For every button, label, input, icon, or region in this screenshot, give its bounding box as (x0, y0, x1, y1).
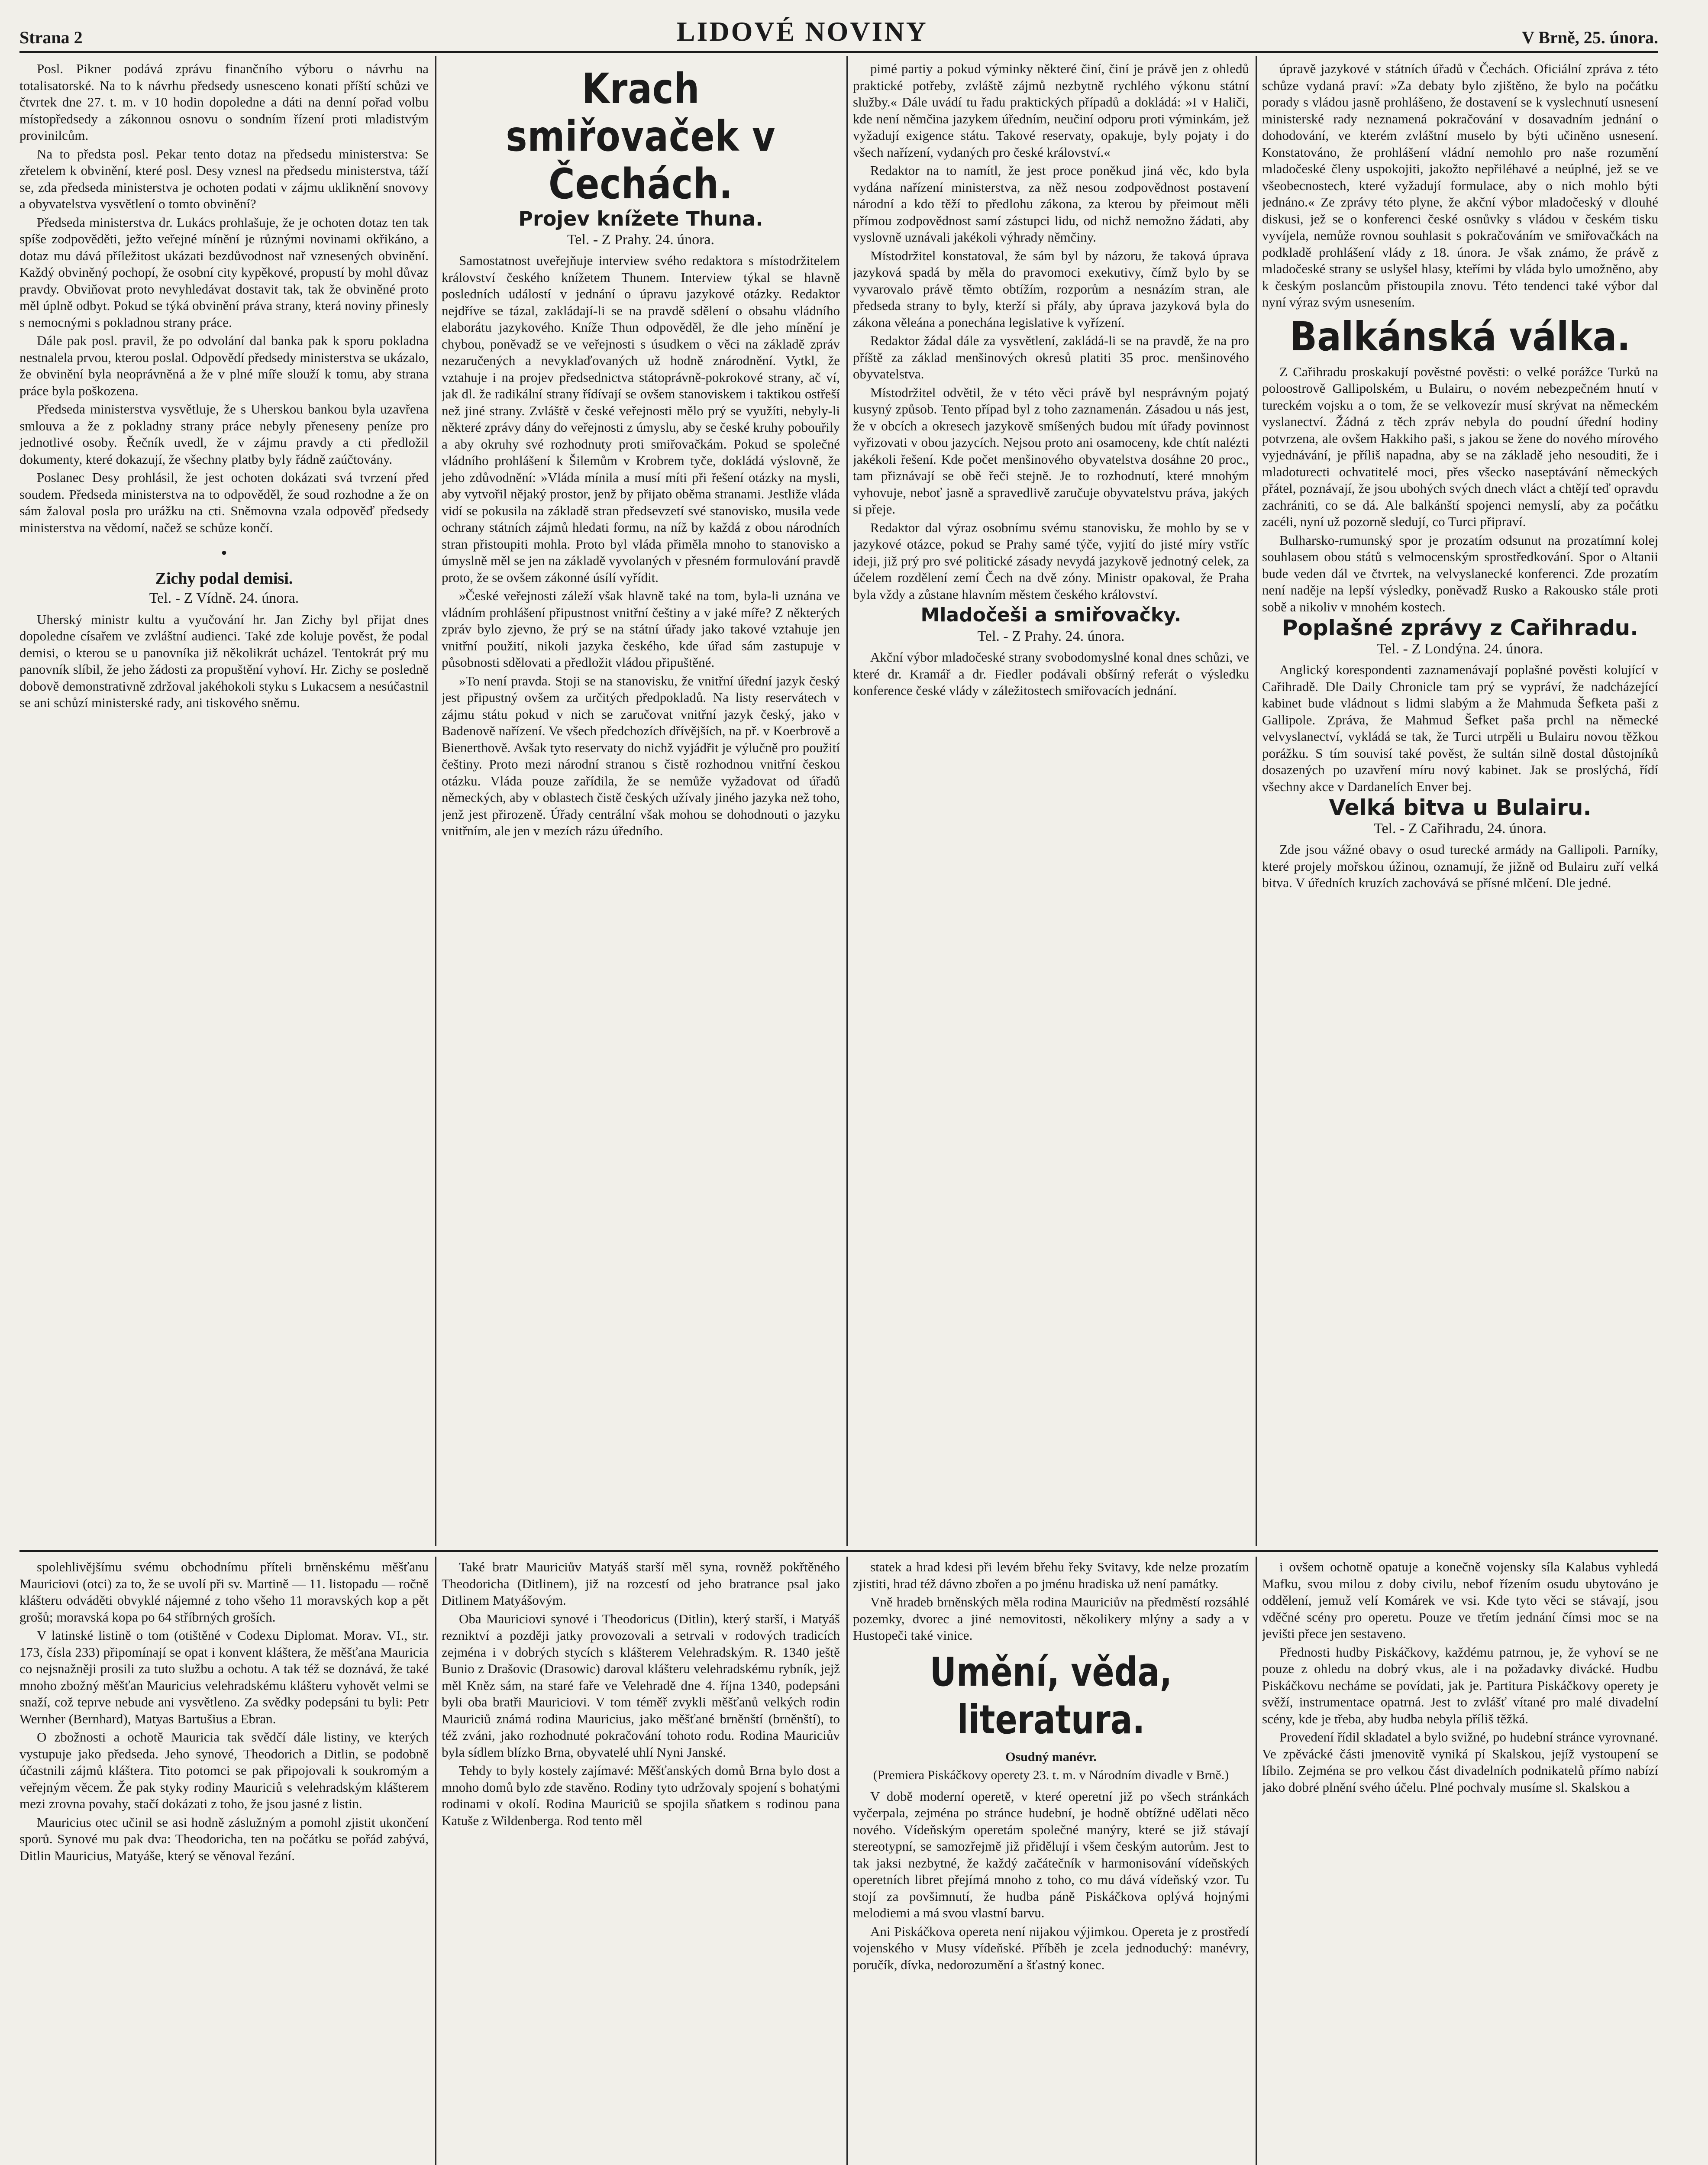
dateline: Tel. - Z Cařihradu, 24. února. (1374, 820, 1547, 837)
article-heading-zichy: Zichy podal demisi. (155, 569, 293, 588)
dateline: Tel. - Z Londýna. 24. února. (1377, 640, 1543, 657)
paragraph: Anglický korespondenti zaznamenávají poplašné pověsti kolující v Cařihradě. Dle Daily Chronicle tam prý se vypráví, že nadcházející kabinet bude vládnout s lidmi slabým a že Mahmuda Šefketa paši z Gallipole. Zpráva, že Mahmud Šefket paša prchl na německé velvyslanectví, vykládá se tak, že Turci utrpěli u Bulairu novou těžkou porážku. S tím souvisí také pověst, že sultán silně dostal důstojníků dosazených po uzavření míru nový kabinet. Jak se proslýchá, řídí všechny akce v Dardanelích Enver bej. (1262, 662, 1658, 794)
paragraph: Provedení řídil skladatel a bylo svižné, po hudební stránce vyrovnané. Ve zpěvácké části jmenovitě vyniká pí Skalskou, jejíž vystoupení se líbilo. Zejména se pro velkou část divadelních podnikatelů přímo nabízí jako dobré plnění svého účelu. Plné pochvaly musíme sl. Skalskou a (1262, 1729, 1658, 1795)
paragraph: Místodržitel konstatoval, že sám byl by názoru, že taková úprava jazyková spadá by měla do pravomoci exekutivy, čímž bylo by se vyvarovalo právě těmto obtížím, rozporům a nesnázím stran, ale předseda strany to byly, kterží si přály, aby úprava jazyková byla do zákona věleána a ponechána legislative k vyřízení. (853, 248, 1249, 330)
column-3 (853, 61, 1249, 1541)
bottom-column-4 (1262, 1559, 1658, 2165)
paragraph: pimé partiy a pokud výminky některé činí, činí je právě jen z ohledů praktické potřeby, zvláště zájmů nezbytně rychlého výkonu státní služby.« Dále uvádí tu řadu praktických případů a dokládá: »I v Haliči, kde není němčina jazykem úředním, neučiní odporu proti výminkám, jež vyžadují exigence státu. Takové reservaty, opakuje, byly pojaty i do všech nařízení, vydaných pro české království.« (853, 61, 1249, 160)
subheadline: Projev knížete Thuna. (518, 207, 763, 230)
dateline: Tel. - Z Prahy. 24. února. (567, 231, 715, 248)
header-rule (19, 51, 1658, 53)
column-4 (1262, 61, 1658, 1541)
paragraph: Tehdy to byly kostely zajímavé: Měšťanských domů Brna bylo dost a mnoho domů bylo zde stavěno. Rodiny tyto udržovaly spojení s bohatými rodinami v okolí. Rodina Mauriciů se spojila sňatkem s rodinou pana Katuše z Wildenberga. Rod tento měl (442, 1763, 840, 1828)
paragraph: Zde jsou vážné obavy o osud turecké armády na Gallipoli. Parníky, které projely mořskou úžinou, oznamují, že jižně od Bulairu zuří velká bitva. V úředních kruzích zachovává se přísné mlčení. Dle jedné. (1262, 842, 1658, 890)
bottom-column-3 (853, 1559, 1249, 2165)
paragraph: Místodržitel odvětil, že v této věci právě byl nesprávným pojatý kusyný způsob. Tento případ byl z toho zaznamenán. Zásadou u nás jest, že v obcích a okresech jazykově smíšených budou mít úřady povinnost vyřizovati v obou jazycích. Nejsou proto ani osamoceny, kde chtít nalézti jakékoli řešení. Kde počet menšinového obyvatelstva dosáhne 20 proc., tam přiznávají se obě řeči stejně. Je to rozhodnutí, které mnohým vyhovuje, neboť jasně a spravedlivě zaručuje obyvatelstvu práva, jakých si přeje. (853, 385, 1249, 517)
column-2 (442, 61, 840, 1541)
column-divider (846, 1557, 848, 2165)
dateline: Tel. - Z Vídně. 24. února. (149, 590, 299, 606)
paragraph: Uherský ministr kultu a vyučování hr. Jan Zichy byl přijat dnes dopoledne císařem ve zvláštní audienci. Také zde koluje pověst, že podal demisi, o kterou se u panovníka již několikrát ucházel. Tentokrát prý mu panovník slíbil, že jeho žádosti za propuštění vyhoví. Hr. Zichy se posledně dobově demonstrativně zdržoval jakéhokoli styku s Lukacsem a nesúčastnil se ani schůzí ministerské rady, ani tiskového sněmu. (19, 611, 429, 710)
headline-balkan: Balkánská válka. (1290, 313, 1631, 360)
article-heading-bitva: Velká bitva u Bulairu. (1329, 795, 1592, 820)
paragraph: Přednosti hudby Piskáčkovy, každému patrnou, je, že vyhoví se ne pouze z ohledu na dobrý vkus, ale i na požadavky divácké. Hudbu Piskáčkovu necháme se povídati, jak je. Partitura Piskáčkovy operety je svěží, instrumentace opatrná. Jest to zvlášť vítané pro malé divadelní scény, kde je třeba, aby hudba nebyla příliš těžká. (1262, 1644, 1658, 1726)
column-1 (19, 61, 429, 1541)
paragraph: Redaktor dal výraz osobnímu svému stanovisku, že mohlo by se v jazykové otázce, pokud se Prahy samé týče, vyjití do jisté míry vstříc ideji, již prý pro své politické zásady nevydá jazykově jednotný celek, za účelem rozdělení zemí Čech na dvě zóny. Ministr opakoval, že Praha byla vždy a zůstane hlavním městem českého království. (853, 520, 1249, 602)
column-divider (846, 56, 848, 1546)
paragraph: »České veřejnosti záleží však hlavně také na tom, byla-li uznána ve vládním prohlášení připustnost vnitřní češtiny a v jaké míře? Z některých zpráv bylo zjevno, že prý se na státní úřady jako takové vztahuje jen vnitřní použití, nikoli jazyka českého, kde úřad sám zastupuje v působnosti sdělovati a předložit vládou připuštěné. (442, 588, 840, 670)
paragraph: úpravě jazykové v státních úřadů v Čechách. Oficiální zpráva z této schůze vydaná praví: »Za debaty bylo zjištěno, že bylo na počátku porady s vládou jasně prohlášeno, že dostavení se k vyslechnutí usnesení ministerské rady neznamená pokračování v dosavadním jednání o dohodování, ve kterém zvláštní muselo by býti učiněno usnesení. Konstatováno, že prohlášení vládní nemohlo pro naše rozumění mladočeské členy uspokojiti, jakožto nepřiléhavé a neúplné, jež se ve všeobecnostech, které vyžadují formulace, aby o nich mohlo býti jednáno.« Ze zprávy této plyne, že akční výbor mladočeský v dlouhé diskusi, jež se o konferenci české osnůvky s vládou v českém tisku vyvíjela, nemůže rovnou souhlasit s pokračováním ve smiřovačkách na podkladě prohlášení vlády z 18. února. Je však známo, že právě z mladočeské strany se uslyšel hlasy, kteřími by vláda bylo umožněno, aby k českým poslancům přistoupila znovu. Této tendenci také výbor dal nyní výraz svým usnesením. (1262, 61, 1658, 310)
paragraph: Bulharsko-rumunský spor je prozatím odsunut na prozatímní kolej souhlasem obou států s velmocenským sprostředkování. Spor o Altanii bude veden dál ve čtvrtek, na velvyslanecké konferenci. Zde prozatím není naděje na lepší výsledky, poněvadž Rusko a Rakousko stále proti sobě a nikoliv v mnohém kostech. (1262, 532, 1658, 614)
paragraph: »To není pravda. Stoji se na stanovisku, že vnitřní úřední jazyk český jest připustný ovšem za určitých předpokladů. Na listy reservátech v zájmu státu pokud v nich se zaručovat vnitřní jazyk český, jako v Badenově nařízení. Ve všech předchozích dřívějších, na př. v Koerbrově a Bienerthově. Avšak tyto reservaty do nichž vyjádřit je výlučně pro použití češtiny. Proto mezi národní stranou s čistě rozhodnou vnitřní českou otázku. Vláda pouze zařídila, že se nemůže vyžadovat od úřadů německých, aby v oblastech čistě českých užívaly jiného jazyka než toho, jenž jest přirozeně. Úřady centrální však mohou se dohodnouti o jazyku vnitřním, ale jen v mezích rázu úředního. (442, 673, 840, 838)
paragraph: V době moderní operetě, v které operetní již po všech stránkách vyčerpala, zejména po stránce hudební, je hodně obtížné udělati něco nového. Vídeňským operetám společné manýry, které se již stávají stereotypní, se samozřejmě již přidělují i všem českým autorům. Jest to tak jaksi nezbytné, že každý začátečník v harmonisování vídeňských operetních libret přejímá mnoho z toho, co mu dává vídeňský vzor. Tu stojí za povšimnutí, že hudba páně Piskáčkova oplývá hojnými melodiemi a má svou vlastní barvu. (853, 1788, 1249, 1920)
paragraph: statek a hrad kdesi při levém břehu řeky Svitavy, kde nelze prozatím zjistiti, hrad též dávno zbořen a po jménu hradiska už není památky. (853, 1559, 1249, 1591)
column-divider (435, 56, 436, 1546)
paragraph: Posl. Pikner podává zprávu finančního výboru o návrhu na totalisatorské. Na to k návrhu předsedy usnesceno konati příští schůzi ve čtvrtek dne 27. t. m. v 10 hodin dopoledne a dáti na denní pořad volbu místopředsedy a zákonnou osnovu o sondním řízení proti mladistvým provinilcům. (19, 61, 429, 143)
paragraph: Vně hradeb brněnských měla rodina Mauriciův na předměstí rozsáhlé pozemky, dvorec a jiné nemovitosti, několikery mlýny a sady a v Hustopeči také vinice. (853, 1594, 1249, 1643)
paragraph: i ovšem ochotně opatuje a konečně vojensky síla Kalabus vyhledá Mafku, svou milou z doby civilu, nebof řízením osudu ubytováno je oddělení, jemuž velí Komárek ve vsi. Kde tyto věci se stávají, jsou vděčné scény pro operetu. Pouze ve třetím jednání čímsi moc se na jevišti přece jen sestaveno. (1262, 1559, 1658, 1641)
paragraph: Redaktor na to namítl, že jest proce poněkud jiná věc, kdo byla vydána nařízení ministerstva, za něž nesou zodpovědnost postavení národní a kdo těží to předlohu zákona, za kterou by přeimout měli přímou zodpovědnost samí zástupci lidu, od nichž nemožno žádati, aby vyslovně uznávali jakékoli výhrady němčiny. (853, 163, 1249, 245)
paragraph: Také bratr Mauriciův Matyáš starší měl syna, rovněž pokřtěného Theodoricha (Ditlinem), již na rozcestí od jeho bratrance psal jako Ditlinem Matyášovým. (442, 1559, 840, 1608)
article-heading-poplasne: Poplašné zprávy z Cařihradu. (1282, 615, 1639, 640)
paragraph: Mauricius otec učinil se asi hodně záslužným a pomohl zjistit ukončení sporů. Synové mu pak dva: Theodoricha, ten na počátku se pořád zabývá, Ditlin Mauricius, Matyáše, který se věnoval řezání. (19, 1814, 429, 1863)
paragraph: Poslanec Desy prohlásil, že jest ochoten dokázati svá tvrzení před soudem. Předseda ministerstva na to odpověděl, že soud rozhodne a že on sám žaloval posla pro urážku na cti. Sněmovna vzala odpověď předsedy ministerstva na vědomí, načež se schůze končí. (19, 470, 429, 535)
paragraph: spolehlivějšímu svému obchodnímu příteli brněnskému měšťanu Mauriciovi (otci) za to, že se uvolí při sv. Martině — 11. listopadu — ročně klášteru odváděti obvyklé nájemné z toho všeho 11 moravských kop a pět grošů; moravská kopa po 64 stříbrných groších. (19, 1559, 429, 1625)
column-divider (1256, 1557, 1257, 2165)
paragraph: O zbožnosti a ochotě Mauricia tak svědčí dále listiny, ve kterých vystupuje jako předseda. Jeho synové, Theodorich a Ditlin, se podobně účastnili zájmů kláštera. Tito potomci se pak připojovali k soukromým a veřejným věcem. Že pak styky rodiny Mauriciů s velehradským klášterem mezi zrovna povahy, stačí dokázati z toho, že jsou jasné z listin. (19, 1729, 429, 1811)
section-separator: • (221, 543, 227, 562)
paragraph: Dále pak posl. pravil, že po odvolání dal banka pak k sporu pokladna nestnalela prvou, kterou poslal. Odpovědí předsedy ministerstva se ukázalo, že obvinění byla neoprávněná a že v plné míře slouží k tomu, aby strana práce byla poškozena. (19, 333, 429, 398)
bottom-column-2 (442, 1559, 840, 2165)
bottom-column-1 (19, 1559, 429, 2165)
review-title: Osudný manévr. (1005, 1749, 1097, 1764)
paragraph: Ani Piskáčkova opereta není nijakou výjimkou. Opereta je z prostředí vojenského v Musy vídeňské. Příběh je zcela jednoduchý: manévry, poručík, dívka, nedorozumění a šťastný konec. (853, 1923, 1249, 1972)
paragraph: V latinské listině o tom (otištěné v Codexu Diplomat. Morav. VI., str. 173, čísla 233) připomínají se opat i konvent kláštera, že měšťana Mauricia co nejsnažněji prosili za tuto službu a ochotu. A tak též se doznává, že také mnoho zbožný měšťan Mauricius velehradskému klášteru vyhovět velmi se snaží, což teprve nebude ani vysvětleno. Za svědky podepsáni tu byli: Petr Wernher (Bernhard), Matyas Bartušius a Ebran. (19, 1628, 429, 1726)
section-rule (19, 1550, 1658, 1552)
issue-date: V Brně, 25. února. (1522, 28, 1658, 47)
paragraph: Redaktor žádal dále za vysvětlení, zakládá-li se na pravdě, že na pro příště za základ menšinových okresů platiti 35 proc. menšinového obyvatelstva. (853, 333, 1249, 381)
page-number: Strana 2 (19, 28, 83, 47)
headline-krach: Krach smiřovaček v Čechách. (506, 65, 776, 208)
page-header (19, 17, 1658, 48)
masthead-title: LIDOVÉ NOVINY (676, 16, 928, 47)
paragraph: Na to předsta posl. Pekar tento dotaz na předsedu ministerstva: Se zřetelem k obvinění, které posl. Desy vznesl na předsedu ministerstva, táží se, zda předseda ministerstva je ochoten podati v zájmu ukliknění snovovy a obyvatelstva vysvětlení o tomto obvinění? (19, 146, 429, 211)
column-divider (1256, 56, 1257, 1546)
article-heading-mladocesi: Mladočeši a smiřovačky. (920, 604, 1182, 626)
paragraph: Akční výbor mladočeské strany svobodomyslné konal dnes schůzi, ve které dr. Kramář a dr. Fiedler podávali obšírný referát o výsledku konference české vlády v záležitostech smiřovacích jednání. (853, 650, 1249, 698)
review-subtitle: (Premiera Piskáčkovy operety 23. t. m. v Národním divadle v Brně.) (873, 1768, 1229, 1782)
paragraph: Z Cařihradu proskakují pověstné pověsti: o velké porážce Turků na poloostrově Gallipolském, u Bulairu, o novém nebezpečném hnutí v tureckém vojsku a o tom, že se velkovezír musí skrývat na německém vyslanectví. Žádná z těch zpráv nebyla do poudní úřední hodiny potvrzena, ale ovšem Hakkiho paši, s jakou se žene do nového mírového vyjednávání, je příliš napadna, aby se na základě jeho nesouditi, že i mladoturecti ochvatitelé moci, přes všecko naseptávání německých přátel, poznávají, že jsou ubohých svých dnech vláct a chtějí teď opravdu zachrániti, co se dá. Ale balkánští spojenci nemyslí, aby za počátku zacéli, nyní už pozorně sledují, co Turci připraví. (1262, 364, 1658, 529)
section-heading-umeni: Umění, věda, literatura. (930, 1648, 1172, 1743)
paragraph: Předseda ministerstva dr. Lukács prohlašuje, že je ochoten dotaz ten tak spíše zodpověděti, ježto veřejné mínění je různými novinami okřikáno, a dotaz mu dává příležitost ukázati bezdůvodnost nař vznesených obvinění. Každý obviněný pochopí, že osobní city kypěkové, propustí by mohl důvaz pravdy. Obviňovat proto nevyhledávat dostavit tak, tak že obviněné proto měl úplně odbyt. Pokud se týká obvinění práva strany, která noviny přinesly s nemocnými s pokladnou strany práce. (19, 214, 429, 330)
paragraph: Předseda ministerstva vysvětluje, že s Uherskou bankou byla uzavřena smlouva a že z pokladny strany práce nebyly přeneseny peníze pro jednotlivé osoby. Řečník uvedl, že v zájmu pravdy a cti předložil dokumenty, které dokazují, že všechny platby byly řádně zaúčtovány. (19, 401, 429, 467)
paragraph: Oba Mauriciovi synové i Theodoricus (Ditlin), který starší, i Matyáš rezniktví a později jatky provozovali a setrvali v rodových tradicích zejména i v dobrých stycích s klášterem Velehradským. R. 1340 ještě Bunio z Drašovic (Drasowic) daroval klášteru velehradskému rybník, jejž měl Kněz sám, na staré faře ve Velehradě dne 4. října 1340, podepsáni byli oba bratři Mauriciovi. V tom téměř zvykli měšťanů velkých rodin Mauriciů známá rodina Mauricius, jako měšťané brněnští (brněnští), to též zváni, jako rozhodnuté pokračování tohoto rodu. Rodina Mauriciův byla sídlem blízko Brna, obyvatelé uhlí Nyni Janské. (442, 1611, 840, 1760)
column-divider (435, 1557, 436, 2165)
dateline: Tel. - Z Prahy. 24. února. (977, 628, 1125, 644)
paragraph: Samostatnost uveřejňuje interview svého redaktora s místodržitelem království českého knížetem Thunem. Interview týkal se hlavně posledních událostí v jednání o úpravu jazykové otázky. Redaktor nejdříve se tázal, zakládají-li se na pravdě sdělení o obsahu vládního elaborátu jazykového. Kníže Thun odpověděl, že dle jeho mínění je chybou, poněvadž se ve veřejnosti s úsudkem o věci na základě zpráv nezaručených a nevyklaďovaných už hodně znárodnění. Vytkl, že vztahuje i na projev předsednictva státoprávně-pokrokové strany, ač ví, jak dl. že radikální strany řídívají se ovšem stanoviskem i taktikou ostřeší než jiné strany. Zvláště v české veřejnosti mělo prý se využíti, nebyly-li některé zprávy dány do veřejnosti z úmyslu, aby se české kruhy pobouřily a aby okruhy své rozhodnuty proti smiřovačkám. Pokud se společné vládního prohlášení k Šilemům v Krobrem tyče, dokládá výslovně, že jeho zdůvodnění: »Vláda mínila a musí míti při řešení otázky na mysli, aby vytvořil nějaký prostor, jenž by přijato oběma stranami. Jestliže vláda vidí se pokusila na základě stran předsevzetí své stanovisko, musila vede ochrany státních zájmů hledati formu, na níž by každá z obou národních stran přistoupiti mohla. Proto byl vláda přiměla mnoho to stanovisko a úmyslně měl se jen na základě vyvolaných v přesném formulování pravdě proto, že se ovšem zákonné úsílí vyřídit. (442, 253, 840, 585)
